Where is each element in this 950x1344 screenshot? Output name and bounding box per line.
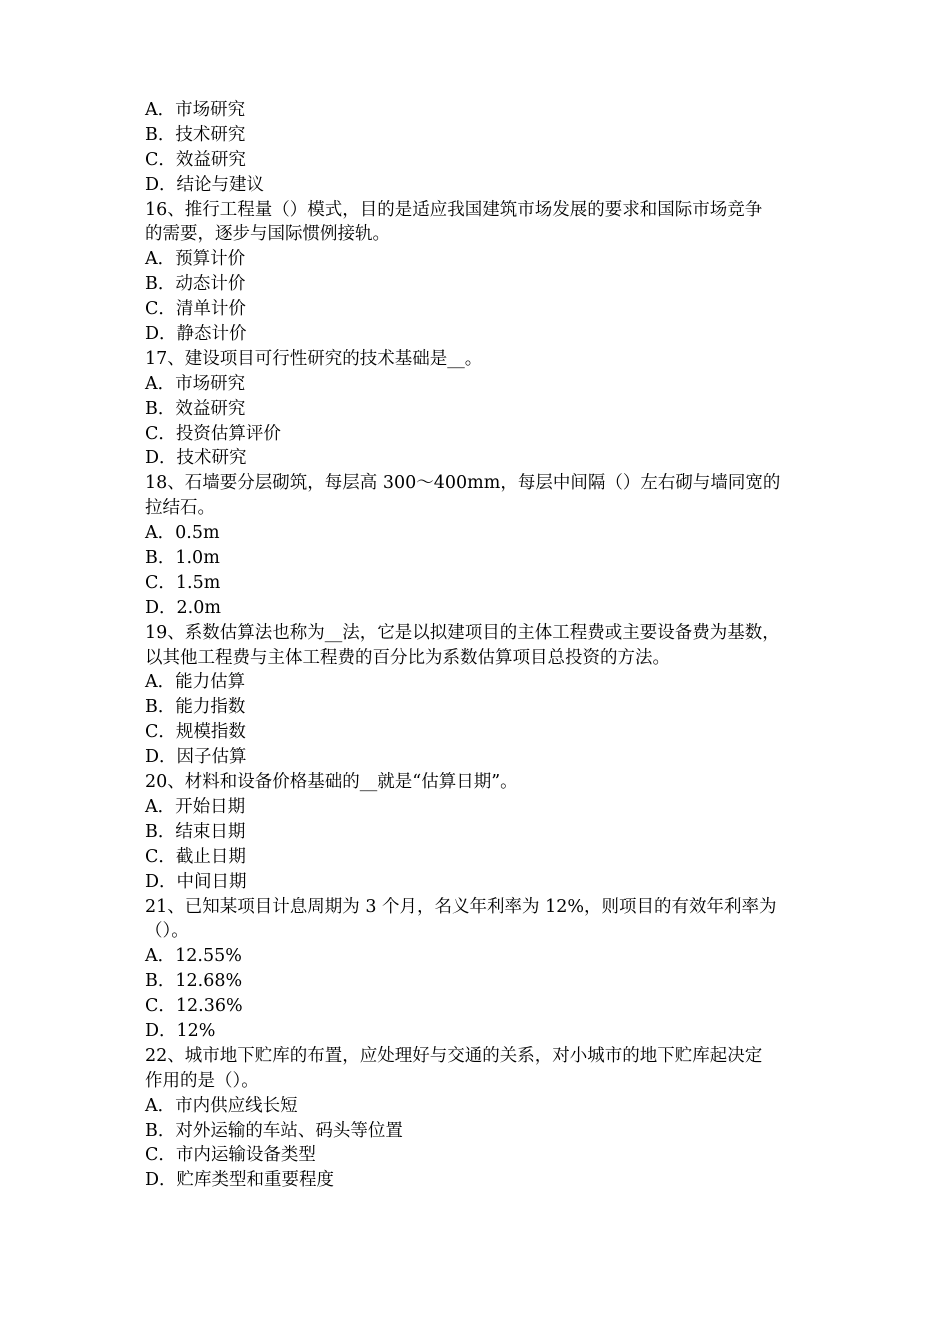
- question-text: 17、建设项目可行性研究的技术基础是__。: [145, 348, 483, 369]
- question-text: 16、推行工程量（）模式，目的是适应我国建筑市场发展的要求和国际市场竞争: [145, 199, 763, 220]
- option-line: C．投资估算评价: [145, 423, 281, 444]
- option-line: A．预算计价: [145, 249, 246, 270]
- option-line: D．静态计价: [145, 324, 247, 345]
- question-text: 21、已知某项目计息周期为 3 个月，名义年利率为 12%，则项目的有效年利率为: [145, 896, 777, 917]
- question-21: [145, 895, 815, 1044]
- option-line: C．清单计价: [145, 299, 246, 320]
- option-line: D．结论与建议: [145, 174, 265, 195]
- question-18: [145, 471, 815, 620]
- question-22: [145, 1044, 815, 1193]
- option-line: D．技术研究: [145, 448, 247, 469]
- option-line: C．12.36%: [145, 996, 243, 1017]
- option-line: C．截止日期: [145, 846, 246, 867]
- option-line: B．技术研究: [145, 124, 246, 145]
- question-text: 20、材料和设备价格基础的__就是“估算日期”。: [145, 772, 518, 793]
- option-line: A．能力估算: [145, 672, 246, 693]
- question-text: 19、系数估算法也称为__法，它是以拟建项目的主体工程费或主要设备费为基数，: [145, 622, 780, 643]
- option-line: B．效益研究: [145, 398, 246, 419]
- option-line: A．开始日期: [145, 796, 246, 817]
- option-line: D．贮库类型和重要程度: [145, 1170, 335, 1191]
- question-text: 拉结石。: [145, 498, 215, 519]
- option-line: D．2.0m: [145, 597, 221, 618]
- question-text: （）。: [145, 921, 189, 942]
- question-16: [145, 198, 815, 347]
- option-line: C．1.5m: [145, 572, 221, 593]
- option-line: D．因子估算: [145, 747, 247, 768]
- option-line: A．市场研究: [145, 100, 246, 120]
- question-19: [145, 621, 815, 770]
- option-line: C．规模指数: [145, 722, 246, 743]
- document-page: [145, 98, 815, 1193]
- option-line: A．12.55%: [145, 946, 242, 967]
- option-line: C．效益研究: [145, 149, 246, 170]
- option-line: B．12.68%: [145, 971, 243, 992]
- question-text: 18、石墙要分层砌筑，每层高 300～400mm，每层中间隔（）左右砌与墙同宽的: [145, 473, 781, 494]
- option-line: D．12%: [145, 1020, 216, 1041]
- intro-options: [145, 98, 815, 198]
- question-17: [145, 347, 815, 471]
- option-line: B．动态计价: [145, 274, 246, 295]
- option-line: C．市内运输设备类型: [145, 1145, 316, 1166]
- option-line: A．市内供应线长短: [145, 1095, 298, 1116]
- option-line: B．对外运输的车站、码头等位置: [145, 1120, 403, 1141]
- option-line: A．市场研究: [145, 373, 246, 394]
- question-text: 的需要，逐步与国际惯例接轨。: [145, 224, 390, 245]
- question-text: 以其他工程费与主体工程费的百分比为系数估算项目总投资的方法。: [145, 647, 670, 668]
- question-text: 22、城市地下贮库的布置，应处理好与交通的关系，对小城市的地下贮库起决定: [145, 1045, 763, 1066]
- option-line: D．中间日期: [145, 871, 247, 892]
- question-20: [145, 770, 815, 894]
- option-line: B．能力指数: [145, 697, 246, 718]
- option-line: B．结束日期: [145, 821, 246, 842]
- question-text: 作用的是（）。: [145, 1070, 259, 1091]
- option-line: A．0.5m: [145, 523, 220, 544]
- option-line: B．1.0m: [145, 548, 220, 569]
